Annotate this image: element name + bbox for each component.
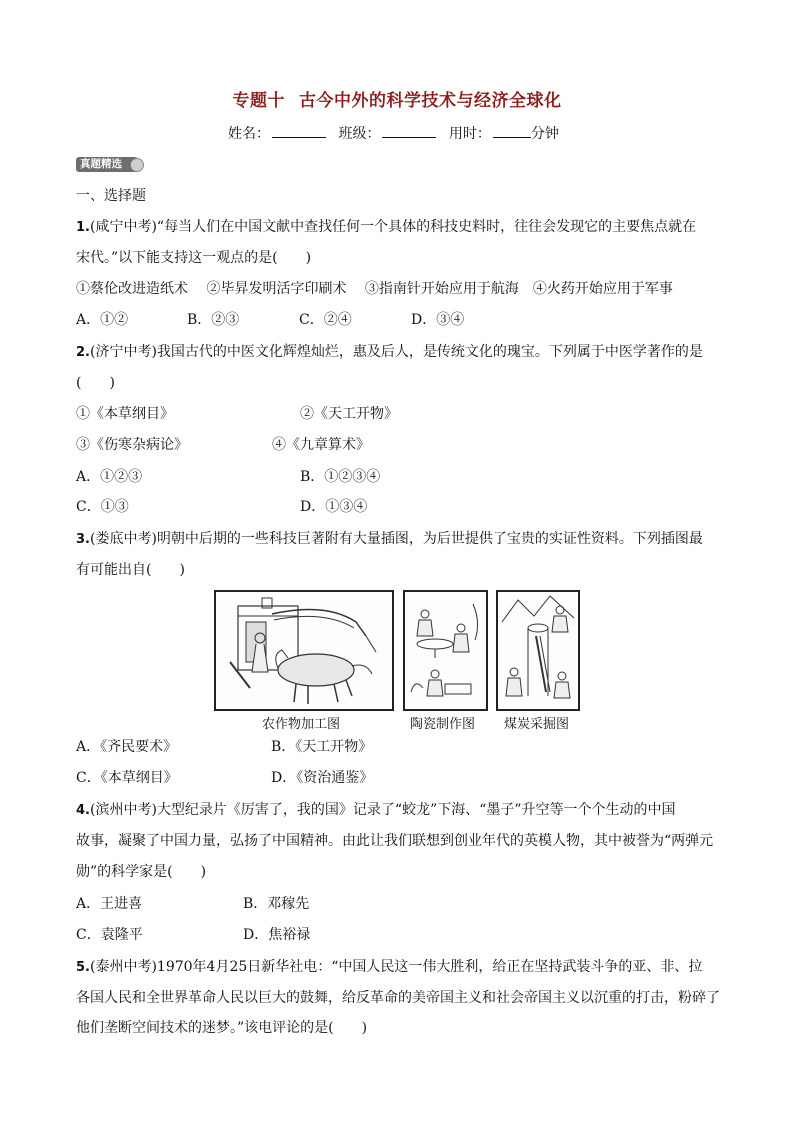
q3-number: 3. (76, 532, 90, 547)
q4-option-b[interactable]: B．邓稼先 (243, 896, 310, 912)
q3-stem-line2: 有可能出自( ) (76, 562, 185, 578)
q2-option-b[interactable]: B．①②③④ (300, 469, 381, 485)
q1-stem-line2: 宋代。”以下能支持这一观点的是( ) (76, 250, 312, 266)
student-info (228, 123, 559, 143)
caption-pottery-making: 陶瓷制作图 (410, 717, 476, 732)
time-label: 用时： (448, 126, 491, 142)
coal-mining-drawing (498, 592, 578, 709)
q3-text1: (娄底中考)明朝中后期的一些科技巨著附有大量插图，为后世提供了宝贵的实证性资料。下列插图最 (89, 531, 703, 547)
q3-stem-line1 (76, 529, 703, 550)
q1-items: ①蔡伦改进造纸术 ②毕昇发明活字印刷术 ③指南针开始应用于航海 ④火药开始应用于军事 (76, 281, 673, 297)
q2-option-d[interactable]: D．①③④ (300, 499, 368, 515)
q5-number: 5. (76, 960, 90, 975)
ox-mill-drawing (216, 592, 392, 709)
q4-option-d[interactable]: D．焦裕禄 (243, 927, 311, 943)
q4-number: 4. (76, 803, 90, 818)
title-topic: 专题十 (232, 91, 285, 111)
q2-option-c[interactable]: C．①③ (76, 499, 129, 515)
name-label: 姓名： (228, 126, 270, 142)
class-label: 班级： (338, 126, 381, 142)
caption-coal-mining: 煤炭采掘图 (504, 717, 570, 732)
caption-crop-processing: 农作物加工图 (262, 717, 341, 732)
q2-item-3: ③《伤寒杂病论》 (76, 437, 188, 453)
q3-option-c[interactable]: C．《本草纲目》 (76, 770, 178, 786)
q4-text1: (滨州中考)大型纪录片《厉害了，我的国》记录了“蛟龙”下海、“墨子”升空等一个个生动的中国 (89, 802, 676, 818)
q1-text1: (咸宁中考)“每当人们在中国文献中查找任何一个具体的科技史料时，往往会发现它的主要焦点就在 (89, 219, 697, 235)
q1-stem-line1 (76, 217, 696, 238)
q5-text1: (泰州中考)1970年4月25日新华社电：“中国人民这一伟大胜利，给正在坚持武装斗争的亚、非、拉 (89, 959, 703, 975)
title-text: 古今中外的科学技术与经济全球化 (299, 91, 562, 111)
q2-item-1: ①《本草纲目》 (76, 406, 174, 422)
q2-text1: (济宁中考)我国古代的中医文化辉煌灿烂，惠及后人，是传统文化的瑰宝。下列属于中医学著作的是 (89, 344, 703, 360)
q2-stem-line1 (76, 342, 703, 363)
section-heading: 一、选择题 (76, 188, 146, 204)
time-unit: 分钟 (530, 126, 559, 142)
q1-option-d[interactable]: D．③④ (411, 312, 465, 328)
time-field[interactable] (493, 125, 531, 138)
coal-mining-illustration (496, 590, 580, 711)
q2-option-a[interactable]: A．①②③ (76, 469, 143, 485)
class-field[interactable] (382, 125, 436, 138)
q1-option-a[interactable]: A．①② (76, 312, 129, 328)
pottery-making-illustration (403, 590, 488, 711)
q4-stem-line1 (76, 800, 676, 821)
q3-option-a[interactable]: A．《齐民要术》 (76, 739, 178, 755)
q1-option-c[interactable]: C．②④ (299, 312, 352, 328)
name-field[interactable] (272, 125, 326, 138)
q5-stem-line3: 他们垄断空间技术的迷梦。”该电评论的是( ) (76, 1020, 368, 1036)
q4-option-c[interactable]: C．袁隆平 (76, 927, 143, 943)
q2-item-2: ②《天工开物》 (300, 406, 398, 422)
q3-option-b[interactable]: B．《天工开物》 (271, 739, 373, 755)
crop-processing-illustration (214, 590, 394, 711)
q2-number: 2. (76, 345, 90, 360)
q1-number: 1. (76, 220, 90, 235)
q4-option-a[interactable]: A．王进喜 (76, 896, 143, 912)
q5-stem-line1 (76, 957, 702, 978)
q4-stem-line2: 故事，凝聚了中国力量，弘扬了中国精神。由此让我们联想到创业年代的英模人物，其中被誉为“两弹元 (76, 833, 714, 849)
q4-stem-line3: 勋”的科学家是( ) (76, 864, 207, 880)
q2-item-4: ④《九章算术》 (272, 437, 370, 453)
q2-stem-line2: ( ) (76, 375, 115, 391)
page-title (0, 86, 794, 111)
section-badge: 真题精选 (76, 157, 138, 172)
pottery-drawing (405, 592, 486, 709)
q1-option-b[interactable]: B．②③ (187, 312, 240, 328)
q3-option-d[interactable]: D．《资治通鉴》 (271, 770, 374, 786)
q5-stem-line2: 各国人民和全世界革命人民以巨大的鼓舞，给反革命的美帝国主义和社会帝国主义以沉重的打击，粉碎了 (76, 990, 720, 1006)
